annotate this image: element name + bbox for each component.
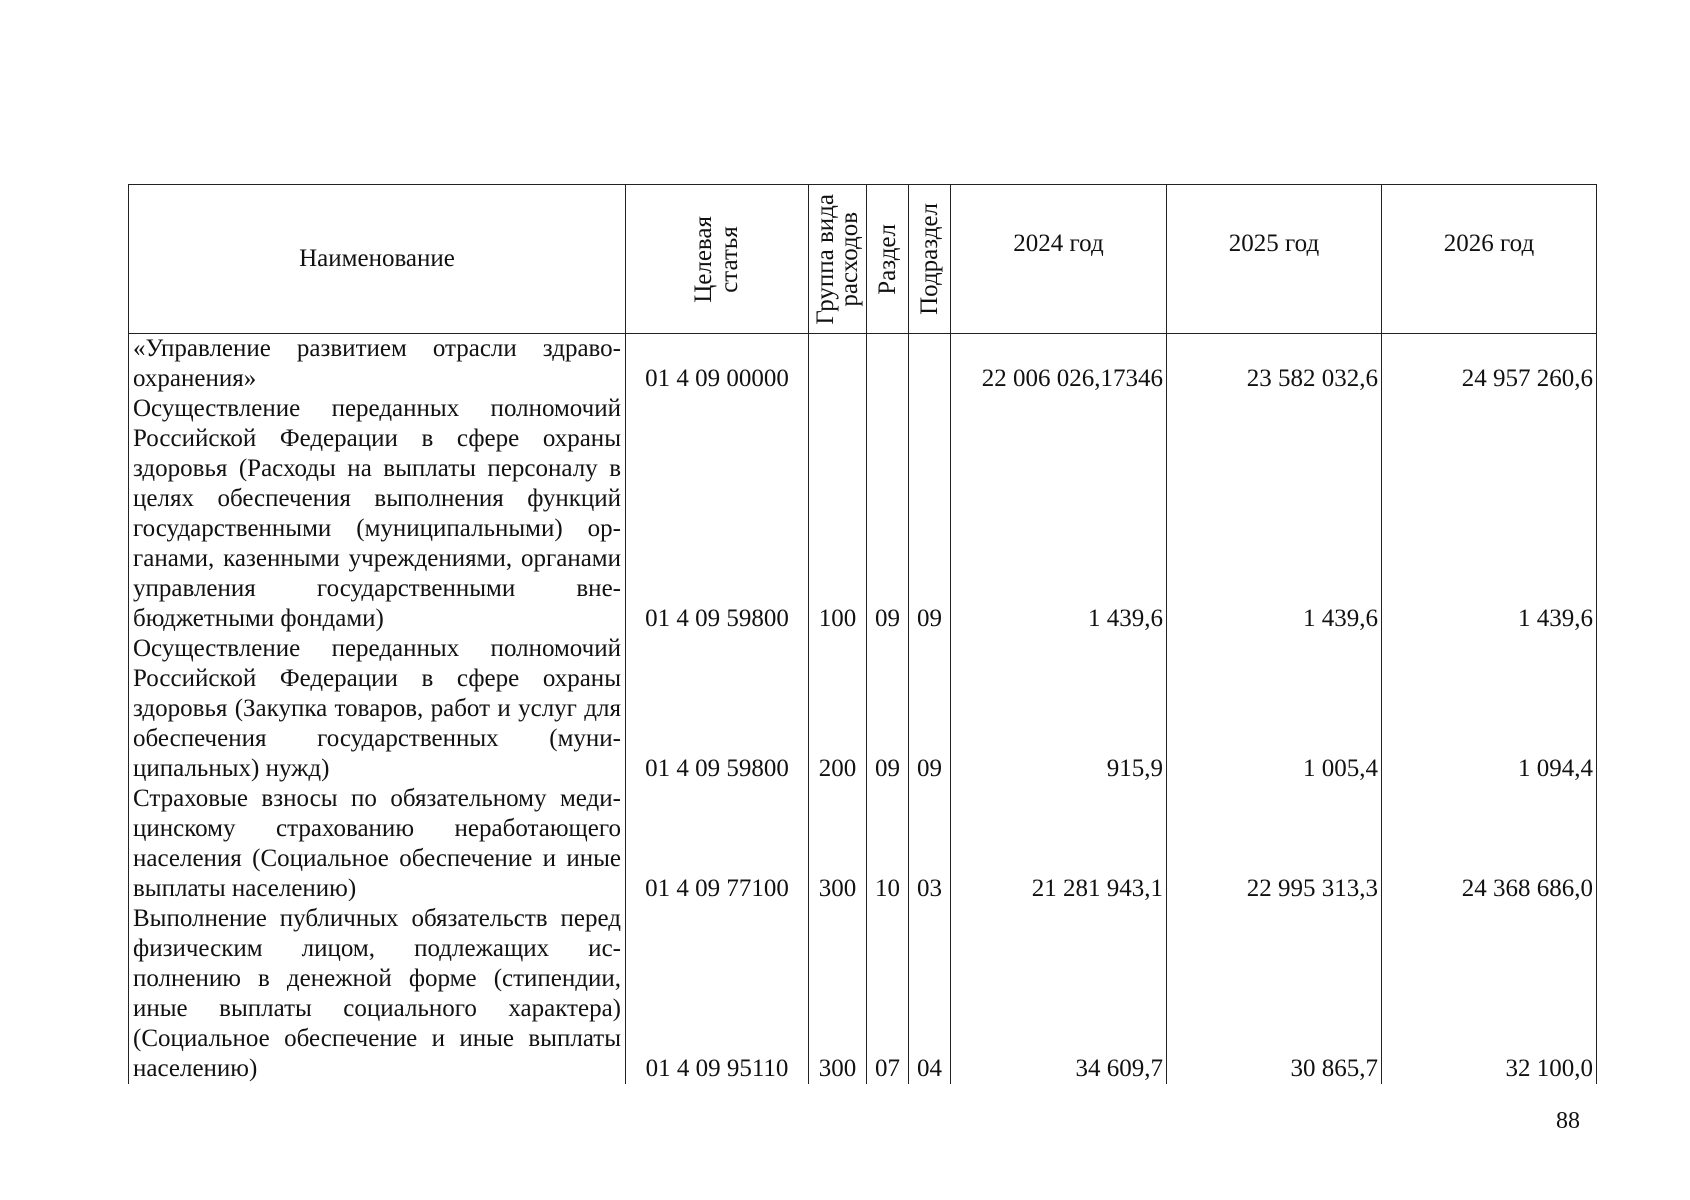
row-amount-2024: 1 439,6 — [951, 394, 1167, 634]
header-year-2025-label: 2025 год — [1228, 230, 1320, 257]
table-row — [129, 334, 1597, 395]
row-section: 09 — [867, 634, 909, 784]
row-amount-2025: 1 439,6 — [1167, 394, 1382, 634]
header-target-line2: статья — [716, 225, 743, 293]
row-subsection: 09 — [909, 634, 951, 784]
table-header-row — [129, 185, 1597, 334]
row-amount-2026: 24 957 260,6 — [1382, 334, 1597, 395]
table-row — [129, 634, 1597, 784]
table-row — [129, 904, 1597, 1084]
row-subsection — [909, 334, 951, 395]
header-year-2026 — [1382, 185, 1597, 334]
row-section: 09 — [867, 394, 909, 634]
row-name: Осуществление переданных полномочий Российской Федерации в сфере охраны здоровья (Расходы на выплаты персоналу в целях обеспечения выполнения функций государственными (муниципальными) органами, казенными учреждениями, органами управления государственными внебюджетными фондами) — [129, 394, 626, 634]
budget-table — [128, 184, 1597, 1084]
header-target-article — [626, 185, 809, 334]
row-amount-2026: 1 439,6 — [1382, 394, 1597, 634]
table-row — [129, 394, 1597, 634]
row-amount-2024: 22 006 026,17346 — [951, 334, 1167, 395]
row-subsection: 04 — [909, 904, 951, 1084]
row-amount-2025: 1 005,4 — [1167, 634, 1382, 784]
table-row — [129, 784, 1597, 904]
header-expense-group — [809, 185, 867, 334]
row-amount-2025: 22 995 313,3 — [1167, 784, 1382, 904]
row-name: Выполнение публичных обязательств перед физическим лицом, подлежащих исполнению в денежной форме (стипендии, иные выплаты социального характера) (Социальное обеспечение и иные выплаты населению) — [129, 904, 626, 1084]
row-name: «Управление развитием отрасли здравоохранения» — [129, 334, 626, 395]
row-subsection: 09 — [909, 394, 951, 634]
row-amount-2024: 915,9 — [951, 634, 1167, 784]
page-number: 88 — [1556, 1108, 1580, 1134]
row-expense-group: 100 — [809, 394, 867, 634]
header-year-2024 — [951, 185, 1167, 334]
row-expense-group — [809, 334, 867, 395]
row-name: Страховые взносы по обязательному медицинскому страхованию неработающего населения (Социальное обеспечение и иные выплаты населению) — [129, 784, 626, 904]
row-section: 10 — [867, 784, 909, 904]
row-amount-2024: 21 281 943,1 — [951, 784, 1167, 904]
header-group-line1: Группа вида — [811, 193, 839, 325]
header-year-2026-label: 2026 год — [1443, 230, 1535, 257]
header-section — [867, 185, 909, 334]
header-target-line1: Целевая — [690, 215, 717, 303]
row-amount-2025: 23 582 032,6 — [1167, 334, 1382, 395]
row-expense-group: 200 — [809, 634, 867, 784]
row-amount-2026: 1 094,4 — [1382, 634, 1597, 784]
row-expense-group: 300 — [809, 784, 867, 904]
row-target-article: 01 4 09 59800 — [626, 634, 809, 784]
row-name: Осуществление переданных полномочий Российской Федерации в сфере охраны здоровья (Закупка товаров, работ и услуг для обеспечения государственных (муниципальных) нужд) — [129, 634, 626, 784]
header-name — [129, 185, 626, 334]
row-amount-2025: 30 865,7 — [1167, 904, 1382, 1084]
row-amount-2024: 34 609,7 — [951, 904, 1167, 1084]
row-amount-2026: 24 368 686,0 — [1382, 784, 1597, 904]
row-target-article: 01 4 09 95110 — [626, 904, 809, 1084]
header-group-line2: расходов — [835, 211, 863, 307]
header-subsection — [909, 185, 951, 334]
row-amount-2026: 32 100,0 — [1382, 904, 1597, 1084]
row-expense-group: 300 — [809, 904, 867, 1084]
row-section — [867, 334, 909, 395]
row-section: 07 — [867, 904, 909, 1084]
row-target-article: 01 4 09 59800 — [626, 394, 809, 634]
header-name-label: Наименование — [299, 245, 455, 272]
header-year-2024-label: 2024 год — [1013, 230, 1104, 257]
header-year-2025 — [1167, 185, 1382, 334]
row-subsection: 03 — [909, 784, 951, 904]
header-subsection-label: Подраздел — [915, 203, 943, 315]
row-target-article: 01 4 09 00000 — [626, 334, 809, 395]
header-section-label: Раздел — [873, 223, 901, 295]
row-target-article: 01 4 09 77100 — [626, 784, 809, 904]
